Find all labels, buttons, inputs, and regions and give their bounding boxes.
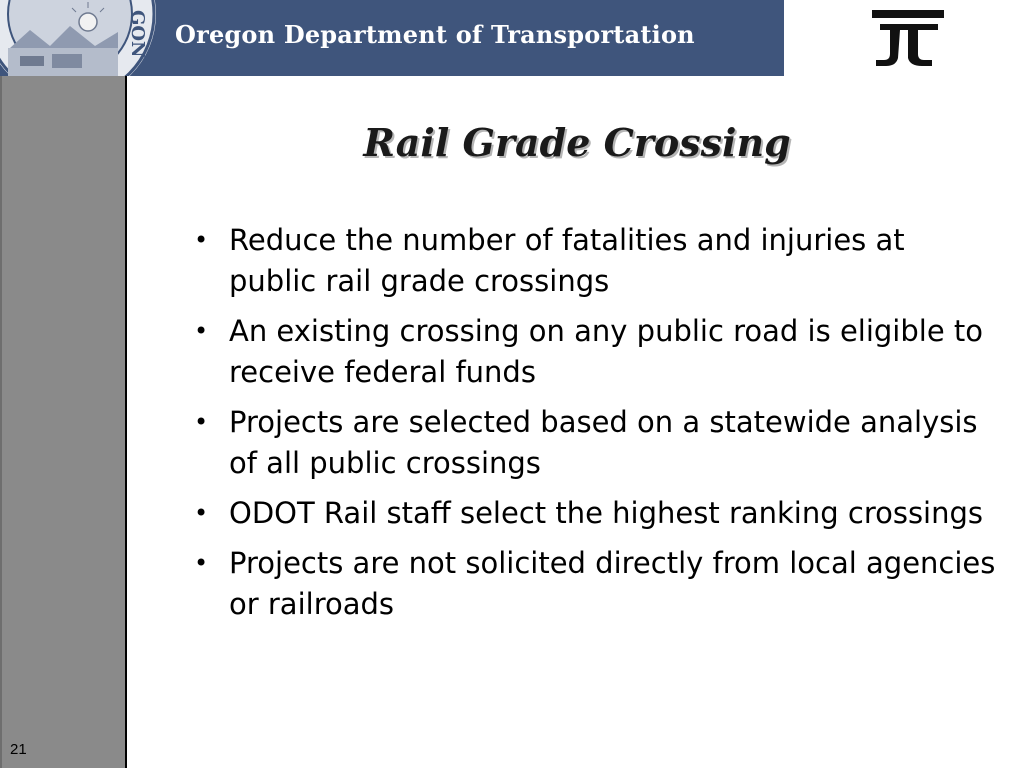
bullet-dot-icon: • [194, 317, 209, 345]
bullet-text: ODOT Rail staff select the highest ranking crossings [229, 496, 984, 530]
bullet-dot-icon: • [194, 549, 209, 577]
list-item [188, 493, 998, 534]
bullet-text: Projects are selected based on a statewide analysis of all public crossings [229, 405, 978, 480]
header-banner [0, 0, 784, 76]
slide-title: Rail Grade Crossing [363, 120, 791, 165]
state-seal-icon [0, 0, 160, 76]
left-sidebar [0, 76, 127, 768]
odot-t-logo-icon [868, 4, 948, 70]
list-item [188, 402, 998, 484]
list-item [188, 311, 998, 393]
bullet-text: An existing crossing on any public road is eligible to receive federal funds [229, 314, 983, 389]
bullet-dot-icon: • [194, 226, 209, 254]
bullet-dot-icon: • [194, 408, 209, 436]
agency-name: Oregon Department of Transportation [175, 20, 695, 49]
page-number: 21 [10, 741, 27, 758]
bullet-list [188, 220, 998, 634]
list-item [188, 543, 998, 625]
list-item [188, 220, 998, 302]
seal-text: GON [127, 10, 148, 58]
bullet-dot-icon: • [194, 499, 209, 527]
bullet-text: Projects are not solicited directly from local agencies or railroads [229, 546, 996, 621]
bullet-text: Reduce the number of fatalities and injuries at public rail grade crossings [229, 223, 905, 298]
